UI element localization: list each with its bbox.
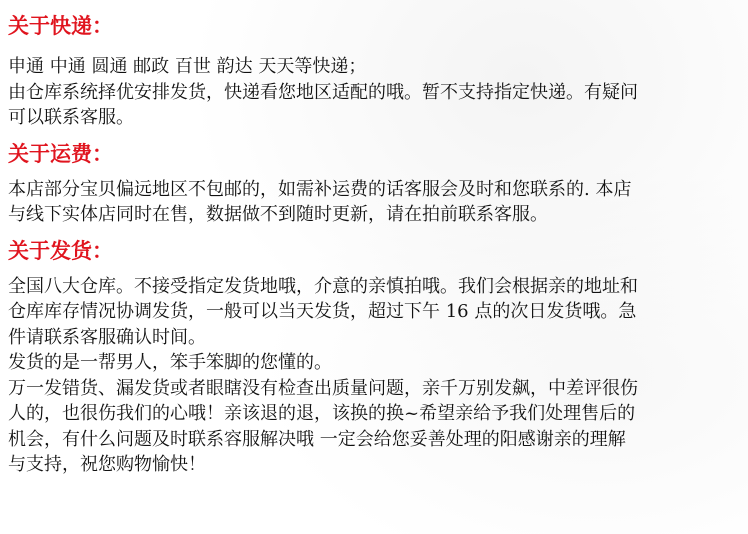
shipping-fee-line-1: 本店部分宝贝偏远地区不包邮的，如需补运费的话客服会及时和您联系的. 本店	[8, 178, 632, 200]
express-section-body	[8, 54, 740, 131]
delivery-line-7: 机会，有什么问题及时联系容服解决哦 一定会给您妥善处理的阳感谢亲的理解	[8, 428, 626, 450]
delivery-section-heading: 关于发货：	[8, 237, 113, 263]
shipping-fee-line-2: 与线下实体店同时在售，数据做不到随时更新，请在拍前联系客服。	[8, 204, 548, 225]
delivery-line-1: 全国八大仓库。不接受指定发货地哦，介意的亲慎拍哦。我们会根据亲的地址和	[8, 275, 638, 297]
delivery-line-4: 发货的是一帮男人，笨手笨脚的您懂的。	[8, 352, 332, 373]
express-line-1: 申通 中通 圆通 邮政 百世 韵达 天天等快递；	[8, 56, 367, 77]
delivery-line-2: 仓库库存情况协调发货，一般可以当天发货，超过下午 16 点的次日发货哦。急	[8, 301, 637, 322]
shipping-fee-section-heading: 关于运费：	[8, 140, 113, 166]
express-section-heading: 关于快递：	[8, 13, 113, 38]
shipping-fee-section-body	[8, 177, 740, 228]
delivery-line-8: 与支持，祝您购物愉快！	[8, 454, 206, 475]
delivery-line-5: 万一发错货、漏发货或者眼瞎没有检查出质量问题，亲千万别发飙，中差评很伤	[8, 377, 638, 399]
express-line-3: 可以联系客服。	[8, 107, 134, 128]
delivery-section-body	[8, 274, 740, 478]
express-line-2: 由仓库系统择优安排发货，快递看您地区适配的哦。暂不支持指定快递。有疑问	[8, 81, 638, 103]
delivery-line-3: 件请联系客服确认时间。	[8, 326, 206, 348]
delivery-line-6: 人的，也很伤我们的心哦！亲该退的退，该换的换~希望亲给予我们处理售后的	[8, 403, 636, 424]
